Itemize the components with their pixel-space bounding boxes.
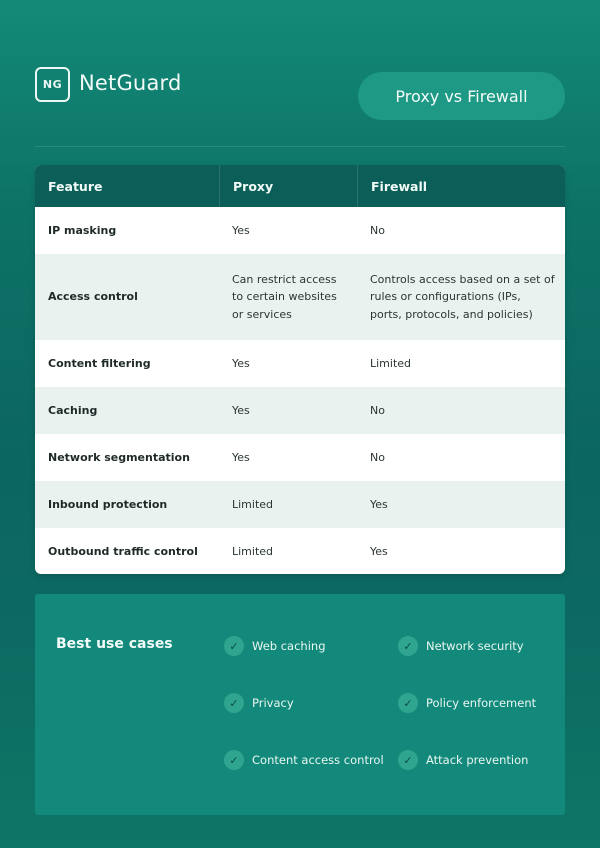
table-header <box>35 165 565 207</box>
check-circle-icon: ✓ <box>398 750 418 770</box>
table-row <box>35 481 565 528</box>
feature-cell: Access control <box>48 290 138 304</box>
feature-cell: Inbound protection <box>48 497 168 511</box>
feature-cell: Caching <box>48 403 98 417</box>
use-case-label: Network security <box>426 639 524 653</box>
check-circle-icon: ✓ <box>224 693 244 713</box>
use-case-item <box>398 693 536 713</box>
proxy-cell: Limited <box>232 497 274 511</box>
table-row <box>35 528 565 574</box>
use-case-item <box>398 636 524 656</box>
table-row <box>35 207 565 254</box>
firewall-cell: Limited <box>370 356 412 370</box>
check-circle-icon: ✓ <box>224 636 244 656</box>
use-case-item <box>224 636 326 656</box>
header-firewall: Firewall <box>357 165 565 207</box>
proxy-cell: Yes <box>232 356 250 370</box>
firewall-cell: Yes <box>370 497 388 511</box>
use-case-label: Web caching <box>252 639 326 653</box>
table-row <box>35 254 565 340</box>
firewall-cell: No <box>370 223 385 237</box>
use-case-item <box>398 750 528 770</box>
header-feature: Feature <box>48 178 103 194</box>
use-case-label: Content access control <box>252 753 384 767</box>
proxy-cell: Limited <box>232 544 274 558</box>
page-title-pill: Proxy vs Firewall <box>358 72 565 120</box>
check-circle-icon: ✓ <box>398 636 418 656</box>
firewall-cell: No <box>370 403 385 417</box>
table-row <box>35 340 565 387</box>
comparison-table <box>35 165 565 574</box>
check-circle-icon: ✓ <box>224 750 244 770</box>
firewall-cell: Controls access based on a set of rules or configurations (IPs, ports, protocols, and policies) <box>370 272 555 321</box>
proxy-cell: Can restrict access to certain websites or services <box>232 272 337 321</box>
logo-mark: NG <box>35 67 70 102</box>
check-circle-icon: ✓ <box>398 693 418 713</box>
header-proxy: Proxy <box>219 165 357 207</box>
use-case-label: Attack prevention <box>426 753 529 767</box>
table-row <box>35 434 565 481</box>
brand-name: NetGuard <box>79 71 182 95</box>
table-row <box>35 387 565 434</box>
use-cases-title: Best use cases <box>56 636 173 652</box>
use-case-label: Policy enforcement <box>426 696 537 710</box>
header <box>35 67 565 121</box>
divider <box>35 146 565 147</box>
proxy-cell: Yes <box>232 223 250 237</box>
feature-cell: Content filtering <box>48 356 151 370</box>
proxy-cell: Yes <box>232 450 250 464</box>
use-case-item <box>224 693 294 713</box>
use-case-item <box>224 750 384 770</box>
feature-cell: IP masking <box>48 223 117 237</box>
feature-cell: Outbound traffic control <box>48 544 198 558</box>
best-use-cases-panel <box>35 594 565 815</box>
firewall-cell: No <box>370 450 385 464</box>
firewall-cell: Yes <box>370 544 388 558</box>
feature-cell: Network segmentation <box>48 450 190 464</box>
use-case-label: Privacy <box>252 696 294 710</box>
proxy-cell: Yes <box>232 403 250 417</box>
